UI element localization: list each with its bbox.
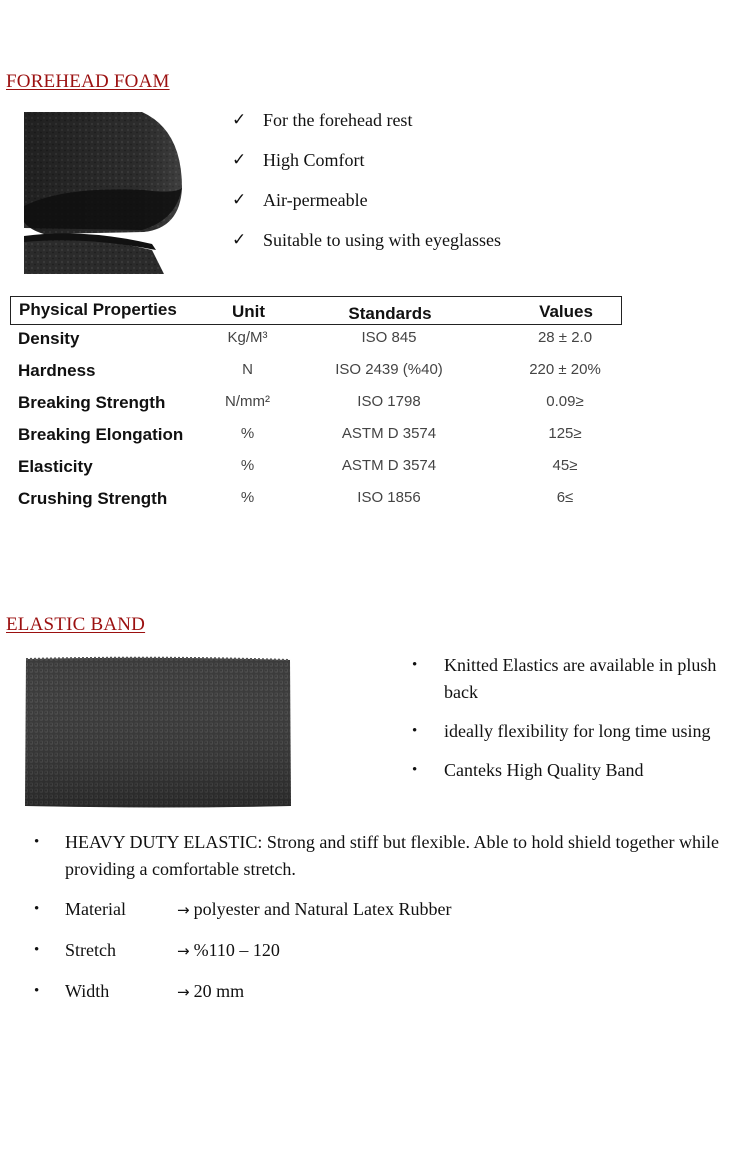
bullet-icon: • — [412, 762, 418, 778]
heavy-duty-label: HEAVY DUTY ELASTIC — [65, 832, 258, 852]
table-row — [10, 357, 622, 389]
checkmark-icon: ✓ — [232, 110, 247, 129]
list-item — [412, 718, 752, 745]
band-image-graphic — [24, 656, 292, 810]
list-item — [412, 652, 752, 706]
feature-text: Air-permeable — [263, 190, 368, 210]
cell-property: Density — [18, 329, 80, 348]
bullet-icon: • — [412, 723, 418, 739]
cell-value: 0.09≥ — [546, 393, 584, 410]
table-row — [10, 453, 622, 485]
forehead-foam-image — [24, 110, 184, 274]
arrow-right-icon: → — [177, 983, 190, 1001]
list-item-text: Canteks High Quality Band — [444, 760, 644, 780]
elastic-spec-list — [34, 829, 734, 1019]
cell-value: 6≤ — [556, 489, 574, 506]
header-property: Physical Properties — [19, 300, 177, 319]
cell-value: 45≥ — [552, 457, 578, 474]
feature-text: For the forehead rest — [263, 110, 413, 130]
bullet-icon: • — [34, 834, 40, 850]
table-row — [10, 325, 622, 357]
cell-unit: Kg/M³ — [227, 329, 268, 346]
bullet-icon: • — [34, 983, 40, 999]
cell-property: Hardness — [18, 361, 96, 380]
cell-standard: ISO 2439 (%40) — [335, 361, 443, 378]
spec-value: %110 – 120 — [193, 940, 280, 960]
cell-value: 125≥ — [548, 425, 582, 442]
cell-unit: % — [240, 489, 255, 506]
spec-key: Material — [65, 899, 126, 919]
spec-key: Width — [65, 981, 110, 1001]
list-item-text: ideally flexibility for long time using — [444, 721, 711, 741]
header-unit: Unit — [231, 302, 266, 321]
forehead-feature-list — [232, 110, 501, 270]
spec-value: polyester and Natural Latex Rubber — [193, 899, 452, 919]
table-row — [10, 421, 622, 453]
cell-unit: % — [240, 425, 255, 442]
cell-standard: ISO 845 — [361, 329, 417, 346]
forehead-foam-title: FOREHEAD FOAM — [6, 71, 170, 92]
feature-text: High Comfort — [263, 150, 365, 170]
cell-property: Crushing Strength — [18, 489, 168, 508]
cell-property: Breaking Strength — [18, 393, 166, 412]
cell-property: Breaking Elongation — [18, 425, 184, 444]
arrow-right-icon: → — [177, 942, 190, 960]
feature-item — [232, 230, 501, 270]
cell-unit: N — [242, 361, 253, 378]
list-item — [34, 896, 734, 924]
feature-text: Suitable to using with eyeglasses — [263, 230, 501, 250]
table-row — [10, 485, 622, 517]
cell-standard: ISO 1798 — [357, 393, 421, 410]
cell-unit: % — [240, 457, 255, 474]
bullet-icon: • — [34, 942, 40, 958]
bullet-icon: • — [34, 901, 40, 917]
heavy-duty-text: : Strong and stiff but flexible. Able to hold shield together while providing a comfortable stretch. — [65, 832, 719, 879]
spec-value: 20 mm — [193, 981, 245, 1001]
cell-standard: ASTM D 3574 — [341, 425, 437, 442]
foam-image-graphic — [24, 110, 184, 274]
feature-item — [232, 190, 501, 230]
checkmark-icon: ✓ — [232, 230, 247, 249]
cell-value: 28 ± 2.0 — [537, 329, 593, 346]
bullet-icon: • — [412, 657, 418, 673]
cell-value: 220 ± 20% — [529, 361, 601, 378]
feature-item — [232, 150, 501, 190]
table-header-row — [10, 296, 622, 325]
list-item — [34, 937, 734, 965]
list-item — [34, 978, 734, 1006]
header-value: Values — [539, 302, 593, 321]
feature-item — [232, 110, 501, 150]
elastic-band-title: ELASTIC BAND — [6, 614, 146, 635]
cell-unit: N/mm² — [225, 393, 270, 410]
checkmark-icon: ✓ — [232, 150, 247, 169]
list-item-text: Knitted Elastics are available in plush back — [444, 655, 717, 702]
elastic-feature-list — [412, 652, 752, 796]
list-item — [34, 829, 734, 883]
cell-standard: ISO 1856 — [357, 489, 421, 506]
table-row — [10, 389, 622, 421]
checkmark-icon: ✓ — [232, 190, 247, 209]
cell-property: Elasticity — [18, 457, 93, 476]
physical-properties-table — [10, 296, 622, 517]
elastic-band-image — [24, 656, 292, 810]
header-standard: Standards — [348, 304, 432, 323]
arrow-right-icon: → — [177, 901, 190, 919]
spec-key: Stretch — [65, 940, 116, 960]
cell-standard: ASTM D 3574 — [341, 457, 437, 474]
list-item — [412, 757, 752, 784]
